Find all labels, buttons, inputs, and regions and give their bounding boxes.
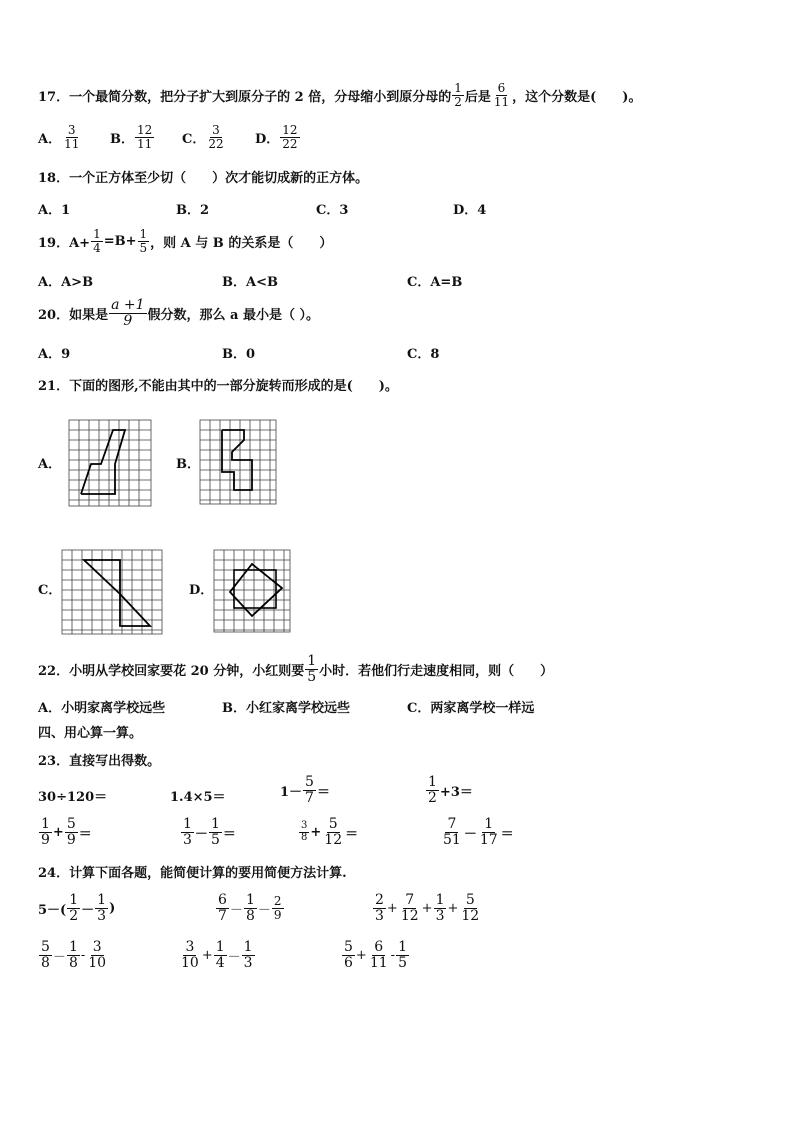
operator: + — [52, 824, 64, 840]
num: 1 — [97, 892, 107, 908]
num: 3 — [301, 820, 308, 832]
den: 11 — [137, 136, 153, 151]
q22-option-c[interactable]: C．两家离学校一样远 — [407, 701, 535, 716]
num: 1 — [210, 816, 220, 832]
operator: + — [201, 947, 213, 963]
operator: － — [81, 902, 95, 918]
q19-option-b[interactable]: B．A<B — [222, 275, 278, 290]
expr-fraction — [342, 940, 355, 970]
expr-fraction — [39, 940, 52, 970]
option-label: B． — [110, 131, 134, 147]
num: 7 — [405, 892, 415, 908]
num: 1 — [454, 81, 462, 95]
num: 6 — [497, 81, 506, 95]
q18-option-a[interactable]: A．1 — [38, 203, 71, 218]
expr-fraction — [399, 893, 421, 923]
q24-expr-3 — [372, 893, 482, 923]
num: 12 — [137, 123, 153, 137]
expr-fraction — [86, 940, 108, 970]
expr-fraction — [244, 893, 257, 923]
den: 2 — [69, 907, 79, 924]
q19-fraction-1 — [91, 228, 103, 254]
expr-fraction — [441, 817, 463, 847]
operator: - — [390, 947, 396, 963]
q17-text-b: 后是 — [464, 89, 491, 105]
expr-fraction — [426, 775, 439, 805]
den: 2 — [428, 789, 437, 806]
den: 5 — [398, 954, 407, 971]
option-label: C． — [182, 131, 206, 147]
expr-fraction — [459, 893, 481, 923]
q20-option-a[interactable]: A．9 — [38, 347, 71, 362]
den: 5 — [139, 240, 148, 255]
q19-text-a: 19．A+ — [38, 235, 91, 251]
section-heading: 四、用心算一算。 — [38, 726, 143, 741]
grid-lines — [200, 420, 276, 504]
expr-text: ＝ — [316, 784, 330, 800]
num: 3 — [212, 123, 220, 137]
num: 5 — [305, 774, 314, 790]
den: 10 — [181, 954, 199, 971]
expr-fraction — [179, 940, 201, 970]
num: 6 — [374, 939, 384, 955]
num: 1 — [41, 816, 50, 832]
operator: + — [421, 900, 433, 916]
den: 5 — [307, 668, 317, 685]
den: 11 — [493, 94, 510, 109]
q17-option-d[interactable] — [255, 124, 301, 150]
option-fraction — [62, 124, 81, 150]
option-fraction — [135, 124, 154, 150]
num: 5 — [465, 892, 475, 908]
question-23: 23．直接写出得数。 — [38, 754, 161, 769]
q21-option-a-label[interactable]: A． — [38, 457, 62, 472]
den: 7 — [305, 789, 314, 806]
num: 5 — [66, 816, 76, 832]
q21-figure-c[interactable] — [60, 548, 164, 636]
num: 2 — [375, 892, 384, 908]
q17-option-a[interactable] — [38, 124, 82, 150]
den: 22 — [282, 136, 298, 151]
question-21: 21．下面的图形,不能由其中的一部分旋转而形成的是( )。 — [38, 379, 398, 394]
expr-fraction — [242, 940, 255, 970]
expr-fraction — [67, 893, 80, 923]
den: 3 — [243, 954, 253, 971]
expr-text: 1－ — [280, 784, 303, 800]
q20-fraction — [109, 298, 146, 328]
den: 4 — [215, 954, 225, 971]
den: 3 — [375, 907, 384, 924]
q22-fraction — [305, 654, 318, 684]
question-20 — [38, 298, 319, 328]
num: 1 — [398, 939, 407, 955]
den: 10 — [88, 954, 107, 971]
q24-expr-1 — [38, 893, 115, 923]
den: 8 — [41, 954, 50, 971]
q24-expr-2 — [215, 893, 285, 923]
num: 1 — [215, 939, 225, 955]
den: 9 — [123, 312, 133, 329]
den: 8 — [245, 907, 255, 924]
operator: + — [310, 824, 322, 840]
q22-text-a: 22．小明从学校回家要花 20 分钟，小红则要 — [38, 663, 305, 679]
expr-fraction — [209, 817, 222, 847]
num: 1 — [245, 892, 255, 908]
num: a +1 — [111, 297, 145, 313]
question-19 — [38, 228, 332, 254]
q24-expr-4 — [38, 940, 109, 970]
q17-fraction-2 — [492, 82, 511, 108]
q21-option-b-label[interactable]: B． — [176, 457, 200, 472]
operator: － — [227, 949, 241, 965]
operator: + — [386, 900, 398, 916]
num: 1 — [307, 653, 317, 669]
option-fraction — [280, 124, 299, 150]
q23-item-8 — [440, 817, 514, 847]
equals: ＝ — [222, 826, 236, 842]
den: 51 — [443, 831, 461, 848]
option-fraction — [206, 124, 225, 150]
q24-expr-5 — [178, 940, 256, 970]
den: 11 — [64, 136, 80, 151]
q22-text-b: 小时．若他们行走速度相同，则（ ） — [319, 663, 554, 679]
num: 1 — [93, 227, 101, 241]
den: 12 — [461, 907, 480, 924]
expr-text: ) — [109, 900, 116, 916]
operator: － — [463, 826, 477, 842]
den: 7 — [218, 907, 227, 924]
operator: + — [355, 947, 367, 963]
den: 12 — [324, 831, 343, 848]
expr-fraction — [373, 893, 386, 923]
expr-fraction — [478, 817, 500, 847]
den: 17 — [479, 831, 498, 848]
question-22 — [38, 654, 553, 684]
num: 1 — [484, 816, 494, 832]
expr-fraction — [322, 817, 344, 847]
q23-item-7 — [298, 817, 358, 847]
q20-option-b[interactable]: B．0 — [222, 347, 256, 362]
expr-text: +3＝ — [439, 784, 473, 800]
expr-fraction — [214, 940, 227, 970]
operator: － — [194, 826, 208, 842]
expr-fraction — [272, 895, 284, 921]
expr-fraction — [216, 893, 229, 923]
q17-option-b[interactable] — [110, 124, 155, 150]
num: 5 — [41, 939, 50, 955]
expr-fraction — [67, 940, 80, 970]
q18-option-b[interactable]: B．2 — [176, 203, 210, 218]
q20-option-c[interactable]: C．8 — [407, 347, 440, 362]
operator: - — [80, 947, 86, 963]
q22-option-b[interactable]: B．小红家离学校远些 — [222, 701, 350, 716]
den: 8 — [68, 954, 78, 971]
num: 1 — [243, 939, 253, 955]
q23-item-1: 30÷120＝ — [38, 790, 108, 805]
expr-fraction — [299, 821, 309, 843]
den: 3 — [183, 831, 192, 848]
num: 1 — [69, 892, 79, 908]
q17-option-c[interactable] — [182, 124, 227, 150]
num: 12 — [282, 123, 298, 137]
q19-option-c[interactable]: C．A=B — [407, 275, 463, 290]
q21-figure-a[interactable] — [67, 418, 153, 508]
num: 6 — [218, 892, 227, 908]
expr-fraction — [368, 940, 390, 970]
expr-fraction — [39, 817, 52, 847]
den: 9 — [66, 831, 76, 848]
expr-text: 5－( — [38, 902, 67, 918]
operator: － — [257, 902, 271, 918]
q19-fraction-2 — [138, 228, 150, 254]
q21-option-c-label[interactable]: C． — [38, 583, 62, 598]
num: 5 — [344, 939, 353, 955]
q22-option-a[interactable]: A．小明家离学校远些 — [38, 701, 166, 716]
q17-fraction-1 — [452, 82, 464, 108]
den: 6 — [344, 954, 353, 971]
num: 1 — [183, 816, 192, 832]
equals: ＝ — [78, 826, 92, 842]
q21-figure-b[interactable] — [198, 418, 278, 506]
den: 2 — [454, 94, 462, 109]
num: 5 — [328, 816, 338, 832]
operator: + — [447, 900, 459, 916]
q19-text-c: ，则 A 与 B 的关系是（ ） — [150, 235, 333, 251]
q20-text-b: 假分数，那么 a 最小是（ ）。 — [147, 307, 320, 323]
q23-item-6 — [180, 817, 236, 847]
q23-item-2: 1.4×5＝ — [170, 790, 226, 805]
num: 3 — [67, 123, 76, 137]
den: 4 — [93, 240, 101, 255]
q18-option-d[interactable]: D．4 — [453, 203, 487, 218]
den: 9 — [273, 907, 282, 922]
q19-text-b: =B+ — [103, 233, 137, 249]
q21-option-d-label[interactable]: D． — [189, 583, 214, 598]
den: 12 — [400, 907, 419, 924]
q17-text-a: 17．一个最简分数，把分子扩大到原分子的 2 倍，分母缩小到原分母的 — [38, 89, 452, 105]
expr-fraction — [181, 817, 194, 847]
operator: － — [52, 949, 66, 965]
q19-option-a[interactable]: A．A>B — [38, 275, 94, 290]
num: 7 — [447, 816, 457, 832]
q18-option-c[interactable]: C．3 — [316, 203, 349, 218]
q23-item-4 — [425, 775, 473, 805]
q23-item-3 — [280, 775, 330, 805]
expr-fraction — [65, 817, 78, 847]
grid-lines — [62, 550, 162, 634]
q21-figure-d[interactable] — [212, 548, 292, 634]
q20-text-a: 20．如果是 — [38, 307, 109, 323]
den: 5 — [210, 831, 220, 848]
question-17 — [38, 82, 641, 108]
expr-fraction — [303, 775, 316, 805]
equals: ＝ — [500, 826, 514, 842]
num: 1 — [68, 939, 78, 955]
num: 3 — [92, 939, 102, 955]
q17-text-c: ，这个分数是( )。 — [512, 89, 642, 105]
question-18: 18．一个正方体至少切（ ）次才能切成新的正方体。 — [38, 171, 369, 186]
num: 1 — [428, 774, 437, 790]
question-24: 24．计算下面各题，能简便计算的要用简便方法计算. — [38, 866, 347, 881]
den: 8 — [301, 831, 308, 843]
num: 1 — [435, 892, 445, 908]
den: 3 — [97, 907, 107, 924]
num: 1 — [139, 227, 148, 241]
option-label: A． — [38, 131, 62, 147]
expr-fraction — [434, 893, 447, 923]
den: 11 — [369, 954, 388, 971]
den: 3 — [435, 907, 445, 924]
q24-expr-6 — [341, 940, 410, 970]
den: 22 — [208, 136, 224, 151]
equals: ＝ — [345, 826, 359, 842]
operator: － — [229, 902, 243, 918]
option-label: D． — [255, 131, 280, 147]
den: 9 — [41, 831, 50, 848]
num: 2 — [273, 894, 282, 909]
q23-item-5 — [38, 817, 92, 847]
num: 3 — [185, 939, 195, 955]
expr-fraction — [396, 940, 409, 970]
expr-fraction — [95, 893, 108, 923]
